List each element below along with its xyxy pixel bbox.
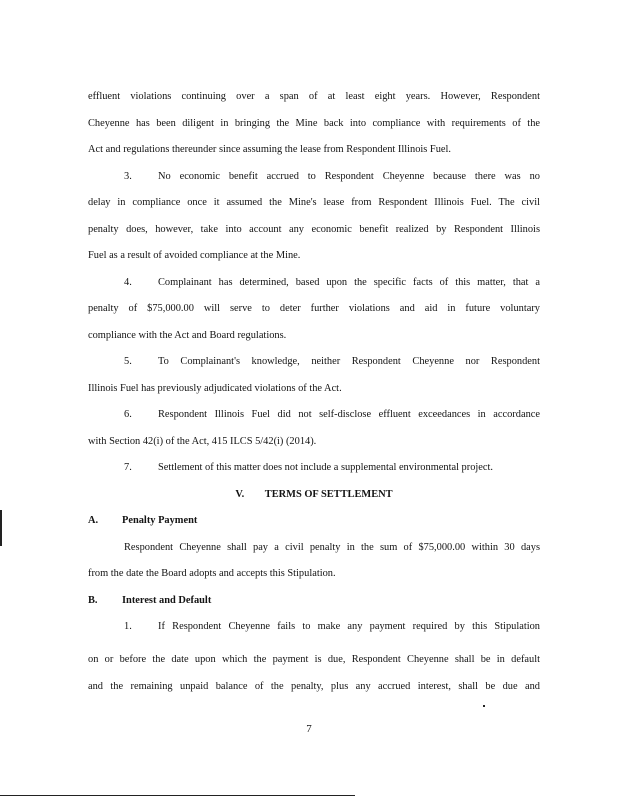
page-number: 7 [306,723,312,735]
paragraph-line: penalty of $75,000.00 will serve to deter further violations and aid in future voluntary [88,303,540,314]
paragraph-line: from the date the Board adopts and accepts this Stipulation. [88,568,336,579]
paragraph-number: 7. [124,462,132,473]
paragraph-number: 4. [124,277,132,288]
scan-edge-mark [0,510,2,546]
subheading-a [88,514,540,527]
paragraph-text: Respondent Illinois Fuel did not self-disclose effluent exceedances in accordance [158,409,540,420]
paragraph-line: delay in compliance once it assumed the Mine's lease from Respondent Illinois Fuel. The civil [88,197,540,208]
subheading-b [88,594,540,607]
paragraph-4-first-line [88,276,540,289]
section-heading: V. TERMS OF SETTLEMENT [235,489,393,500]
subheading-letter: A. [88,515,99,526]
subheading-letter: B. [88,595,98,606]
paragraph-line: Cheyenne has been diligent in bringing the Mine back into compliance with requirements of the [88,118,540,129]
subheading-title: Interest and Default [122,595,212,606]
paragraph-text: To Complainant's knowledge, neither Respondent Cheyenne nor Respondent [158,356,540,367]
paragraph-line: Fuel as a result of avoided compliance at the Mine. [88,250,301,261]
scan-speck [483,705,485,707]
paragraph-5-first-line [88,355,540,368]
paragraph-line: and the remaining unpaid balance of the penalty, plus any accrued interest, shall be due and [88,681,540,692]
paragraph-text: If Respondent Cheyenne fails to make any payment required by this Stipulation [158,621,540,632]
paragraph-line: penalty does, however, take into account any economic benefit realized by Respondent Illinois [88,224,540,235]
paragraph-number: 6. [124,409,132,420]
paragraph-line: compliance with the Act and Board regulations. [88,330,287,341]
paragraph-line: on or before the date upon which the payment is due, Respondent Cheyenne shall be in default [88,654,540,665]
paragraph-text: No economic benefit accrued to Respondent Cheyenne because there was no [158,171,540,182]
paragraph-text: Complainant has determined, based upon the specific facts of this matter, that a [158,277,540,288]
paragraph-number: 5. [124,356,132,367]
paragraph-7-first-line [88,461,540,474]
paragraph-number: 3. [124,171,132,182]
paragraph-b1-first-line [88,620,540,633]
subheading-title: Penalty Payment [122,515,198,526]
paragraph-number: 1. [124,621,132,632]
paragraph-line: Respondent Cheyenne shall pay a civil penalty in the sum of $75,000.00 within 30 days [124,542,540,553]
paragraph-text: Settlement of this matter does not include a supplemental environmental project. [158,462,494,473]
paragraph-6-first-line [88,408,540,421]
paragraph-line: with Section 42(i) of the Act, 415 ILCS 5/42(i) (2014). [88,436,317,447]
paragraph-line: Act and regulations thereunder since assuming the lease from Respondent Illinois Fuel. [88,144,452,155]
paragraph-line: Illinois Fuel has previously adjudicated violations of the Act. [88,383,342,394]
paragraph-3-first-line [88,170,540,183]
paragraph-line: effluent violations continuing over a span of at least eight years. However, Respondent [88,91,540,102]
scan-bottom-line [0,795,355,796]
